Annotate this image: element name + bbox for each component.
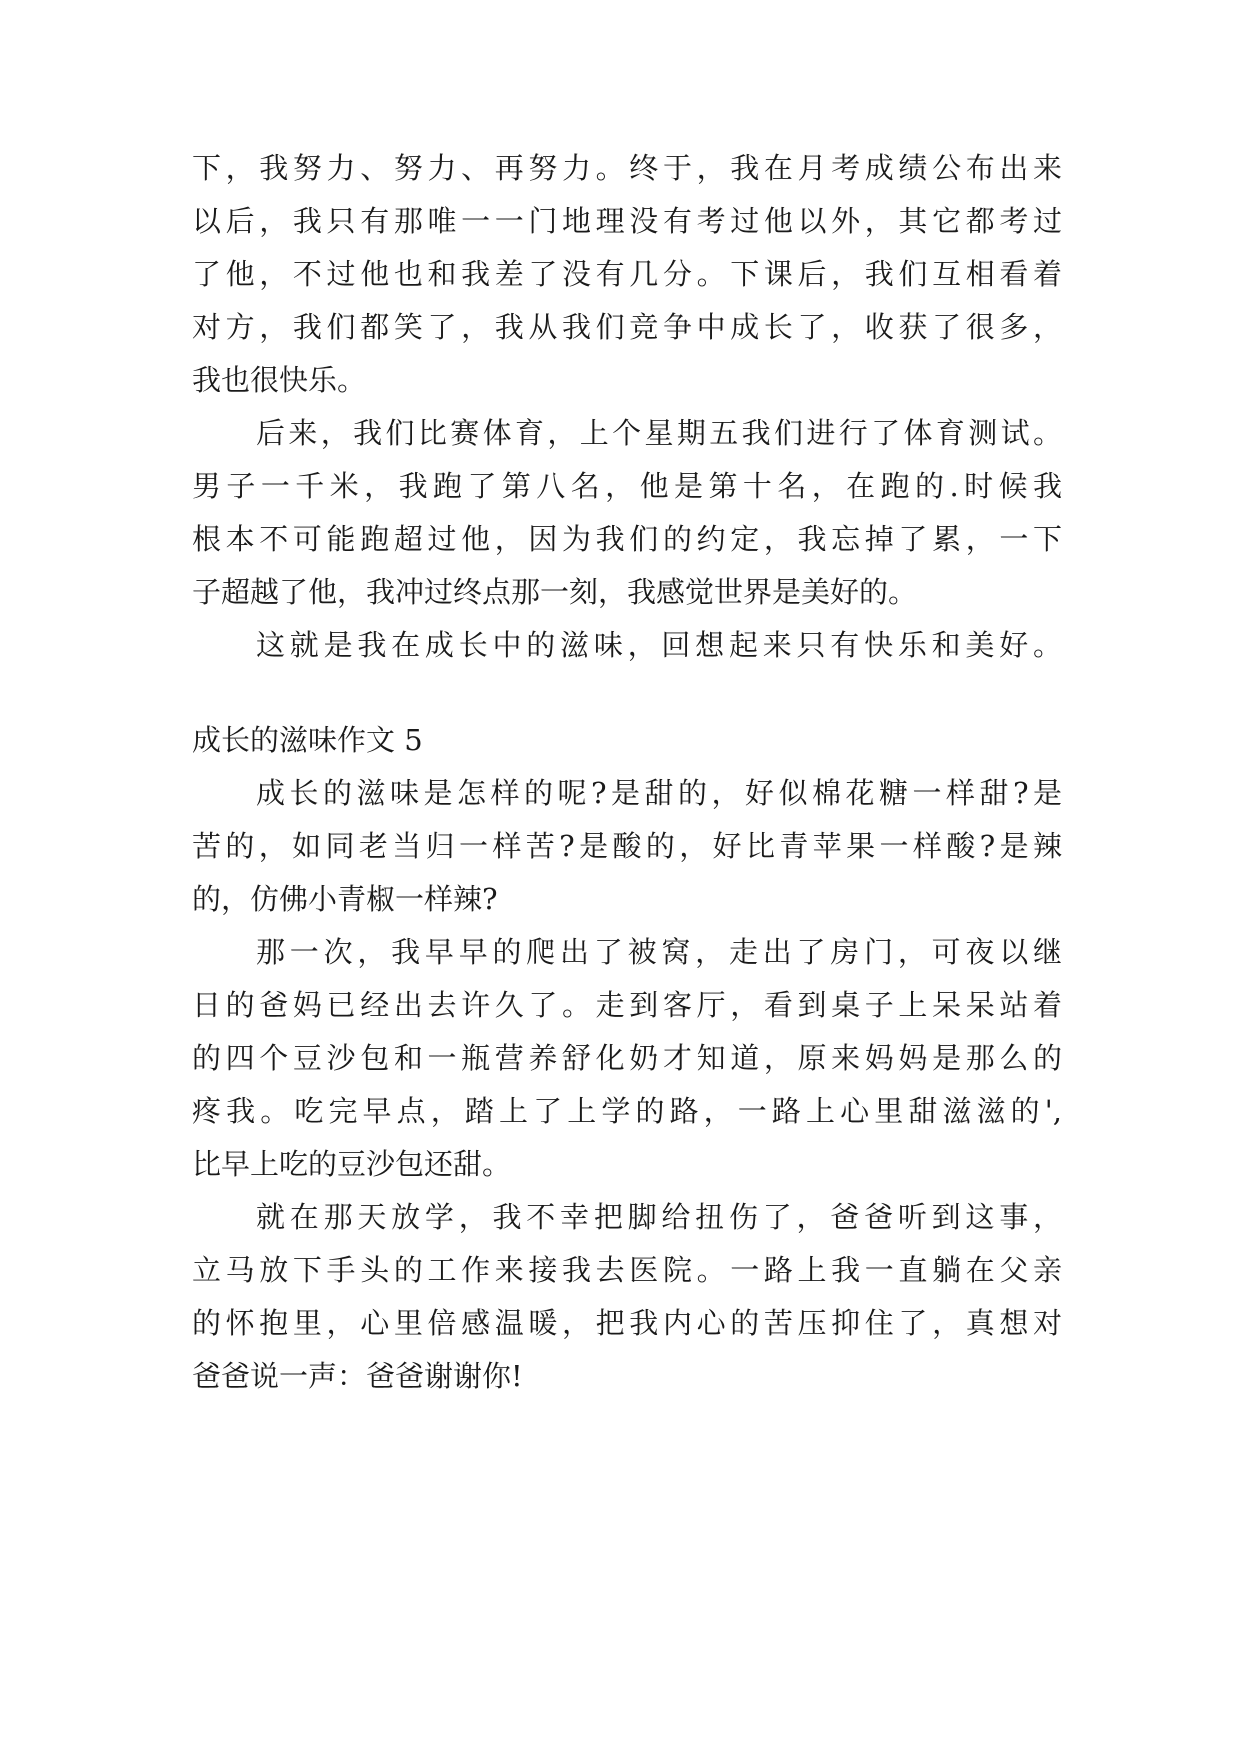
paragraph-line: 了他，不过他也和我差了没有几分。下课后，我们互相看着 [192,257,1062,291]
paragraph-line: 以后，我只有那唯一一门地理没有考过他以外，其它都考过 [192,204,1062,238]
paragraph-line: 子超越了他，我冲过终点那一刻，我感觉世界是美好的。 [192,575,918,609]
paragraph-line: 疼我。吃完早点，踏上了上学的路，一路上心里甜滋滋的', [192,1094,1062,1128]
paragraph-line: 成长的滋味是怎样的呢?是甜的，好似棉花糖一样甜?是 [256,776,1062,810]
paragraph-line: 立马放下手头的工作来接我去医院。一路上我一直躺在父亲 [192,1253,1062,1287]
paragraph-line: 这就是我在成长中的滋味，回想起来只有快乐和美好。 [256,628,1062,662]
paragraph-line: 下，我努力、努力、再努力。终于，我在月考成绩公布出来 [192,151,1062,185]
paragraph-line: 后来，我们比赛体育，上个星期五我们进行了体育测试。 [256,416,1062,450]
paragraph-line: 的怀抱里，心里倍感温暖，把我内心的苦压抑住了，真想对 [192,1306,1062,1340]
paragraph-line: 爸爸说一声：爸爸谢谢你! [192,1359,523,1393]
paragraph-line: 对方，我们都笑了，我从我们竞争中成长了，收获了很多， [192,310,1062,344]
paragraph-line: 我也很快乐。 [192,363,367,397]
paragraph-line: 男子一千米，我跑了第八名，他是第十名，在跑的.时候我 [192,469,1062,503]
paragraph-line: 苦的，如同老当归一样苦?是酸的，好比青苹果一样酸?是辣 [192,829,1062,863]
paragraph-line: 就在那天放学，我不幸把脚给扭伤了，爸爸听到这事， [256,1200,1062,1234]
paragraph-line: 的四个豆沙包和一瓶营养舒化奶才知道，原来妈妈是那么的 [192,1041,1062,1075]
paragraph-line: 根本不可能跑超过他，因为我们的约定，我忘掉了累，一下 [192,522,1062,556]
paragraph-line: 的，仿佛小青椒一样辣? [192,882,498,916]
paragraph-line: 比早上吃的豆沙包还甜。 [192,1147,512,1181]
essay-heading: 成长的滋味作文 5 [192,723,423,757]
paragraph-line: 那一次，我早早的爬出了被窝，走出了房门，可夜以继 [256,935,1062,969]
paragraph-line: 日的爸妈已经出去许久了。走到客厅，看到桌子上呆呆站着 [192,988,1062,1022]
